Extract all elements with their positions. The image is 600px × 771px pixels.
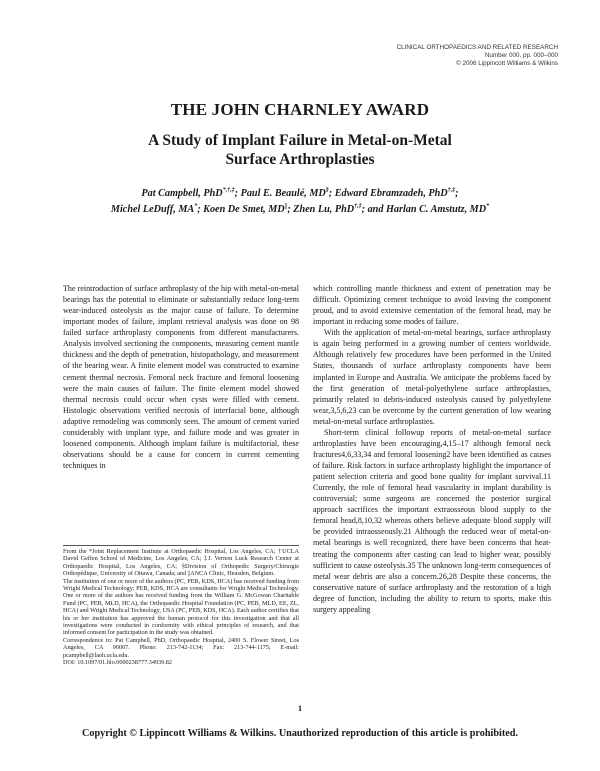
author-affiliation: || [284,203,288,210]
author-name: Edward Ebramzadeh, PhD [334,188,448,200]
author-list [60,185,540,217]
author-separator: ; [197,204,204,216]
author [293,204,386,215]
journal-header [397,44,558,67]
footnote-funding: The institution of one or more of the authors (PC, PEB, KDS, HCA) has received funding from Wright Medical Technology; PEB, KDS, HCA are consultants for Wright Medical Technology. One or more of the authors has received funding from the William G. McGowan Charitable Fund (PC, PEB, MLD, HCA), the Orthopaedic Hospital Foundation (PC, PEB, MLD, EE, ZL, HCA) and Wright Medical Technology, USA (PC, PEB, KDS, HCA). Each author certifies that his or her institution has approved the human protocol for this investigation and that all investigations were conducted in conformity with ethical principles of research, and that informed consent for participation in the study was obtained. [63,577,299,637]
author-separator: ; [455,188,459,200]
footnote-affiliations: From the *Joint Replacement Institute at Orthopaedic Hospital, Los Angeles, CA; †UCLA David Geffen School of Medicine, Los Angeles, CA; ‡J. Vernon Luck Research Center at Orthopaedic Hospital, Los Angeles, CA; §Division of Orthopedic Surgery/Chirurgie Orthopédique, University of Ottawa, Canada; and ||ANCA Clinic, Heusden, Belgium. [63,548,299,578]
body-paragraph-1: which controlling mantle thickness and extent of penetration may be difficult. Optimizing cement technique to avoid leaving the component proud, and to avoid extensive cementation of the femoral head, may be important in reducing some modes of failure. [313,284,551,327]
author-name: Pat Campbell, PhD [141,188,223,200]
title-line-2: Surface Arthroplasties [225,151,375,168]
journal-number: Number 000, pp. 000–000 [484,51,558,59]
award-heading: THE JOHN CHARNLEY AWARD [170,100,430,119]
abstract-column [63,283,299,471]
body-column [313,283,551,615]
author-name: Paul E. Beaulé, MD [240,188,326,200]
author [141,188,240,199]
journal-copyright: © 2006 Lippincott Williams & Wilkins [456,59,558,67]
title-line-1: A Study of Implant Failure in Metal-on-Metal [148,132,452,149]
author [386,204,489,215]
author-affiliation: § [325,188,329,194]
footnote-correspondence: Correspondence to: Pat Campbell, PhD, Orthopaedic Hospital, 2400 S. Flower Street, Los Angeles, CA 90007. Phone: 213-742-1134; Fax: 213-744-1175; E-mail: pcampbell@laoh.ucla.edu. [63,636,299,659]
footnote-divider [63,545,299,546]
abstract-text: The reintroduction of surface arthroplasty of the hip with metal-on-metal bearings has the potential to eliminate or substantially reduce long-term wear-induced osteolysis as the major cause of failure. To determine important modes of failure, implant retrieval analysis was done on 98 failed surface arthroplasty components from different manufacturers. Analysis involved sectioning the components, measuring cement mantle thickness and the depth of penetration, histopathology, and measurement of the bearing wear. A finite element model was constructed to examine cement thermal necrosis. Femoral neck fracture and femoral loosening were the main causes of failure. The finite element model showed thermal necrosis could occur when cysts were filled with cement. Histologic observations verified necrosis of interfacial bone, although adaptive remodeling was commonly seen. The amount of cement varied considerably with implant type, and failure mode and was greater in loosened components. Although implant failure is multifactorial, these observations should be a cause for concern in current cementing techniques in [63,284,299,470]
footnote-doi: DOI: 10.1097/01.blo.0000238777.34939.82 [63,659,172,667]
copyright-notice: Copyright © Lippincott Williams & Wilkins. Unauthorized reproduction of this article is prohibited. [82,728,518,739]
author-affiliation: *,†,‡ [222,188,235,194]
author-separator: ; [234,188,241,200]
author-affiliation: * [194,203,198,210]
author-affiliation: †,‡ [354,203,362,210]
author-affiliation: * [486,203,490,210]
page-number: 1 [297,703,303,713]
article-title [0,131,600,169]
author [335,188,459,199]
journal-name: CLINICAL ORTHOPAEDICS AND RELATED RESEARCH [396,44,558,51]
author-affiliation: †,‡ [447,188,456,194]
author-name: Koen De Smet, MD [203,204,285,216]
author-name: Harlan C. Amstutz, MD [385,204,487,216]
author-separator: ; [328,188,335,200]
author-name: Zhen Lu, PhD [293,204,355,216]
author [203,204,293,215]
author-name: Michel LeDuff, MA [110,204,195,216]
author-separator: ; [287,204,294,216]
author-separator: ; and [361,204,386,216]
author [241,188,335,199]
footnote-block [63,548,299,667]
body-paragraph-3: Short-term clinical followup reports of metal-on-metal surface arthroplasties have been encouraging,4,15–17 although femoral neck fractures4,6,33,34 and femoral loosening2 have been identified as causes of failure. Risk factors in surface arthroplasty highlight the importance of patient selection criteria and good bone quality for implant survival.11 Currently, the role of femoral head vascularity in implant durability is controversial; some surgeons are concerned the posterior surgical approach sacrifices the important extraosseous blood supply to the femoral head,8,10,32 whereas others believe adequate blood supply will be provided intraosseously.21 Although the reduced wear of metal-on-metal bearings is well recognized, there have been concerns that heat-treating the components after casting can lead to higher wear, possibly sufficient to cause osteolysis.35 The unknown long-term consequences of metal wear debris are also a concern.26,28 Despite these concerns, the conservative nature of surface arthroplasty and the restoration of a high degree of function, including the ability to return to sports, make this surgery appealing [313,427,551,614]
author [111,204,203,215]
body-paragraph-2: With the application of metal-on-metal bearings, surface arthroplasty is again being performed in a growing number of centers worldwide. Although relatively few procedures have been performed in the United States, thousands of surface arthroplasty components have been implanted in Europe and Australia. We anticipate the problems faced by the first generation of metal-polyethylene surface arthroplasties, primarily related to debris-induced osteolysis caused by polyethylene wear,3,5,6,23 can be overcome by the current generation of low wearing metal-on-metal surface arthroplasties. [313,328,551,426]
